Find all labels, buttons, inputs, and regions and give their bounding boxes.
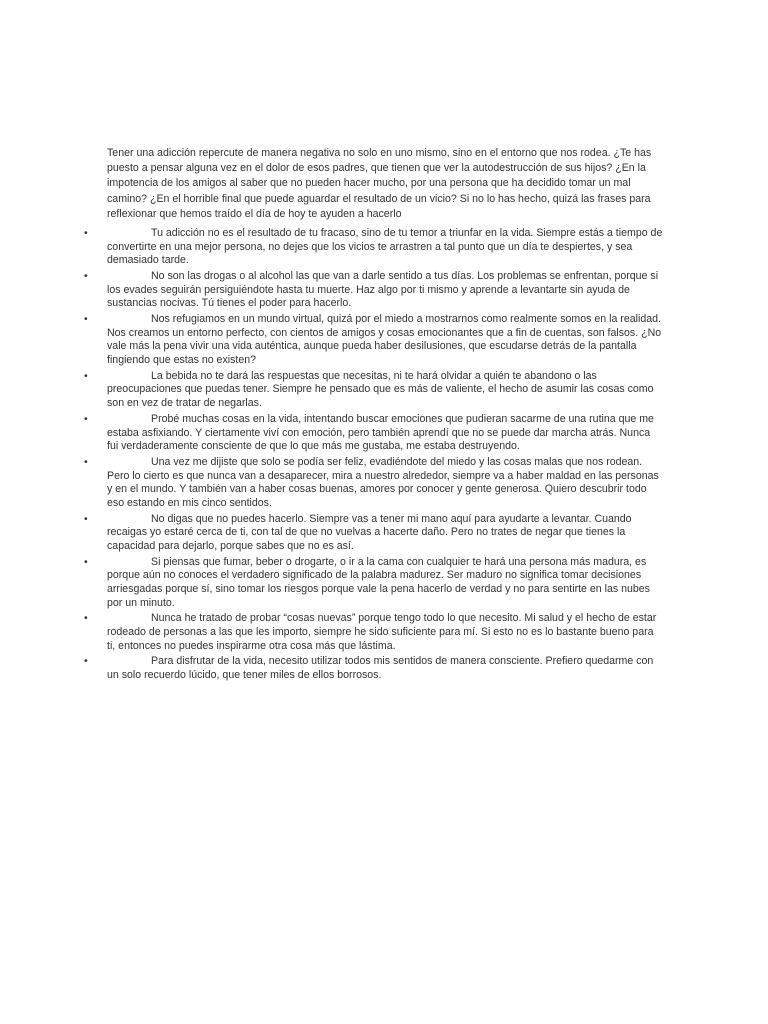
list-item	[0, 313, 768, 367]
list-item	[0, 227, 768, 268]
quote-text: La bebida no te dará las respuestas que necesitas, ni te hará olvidar a quién te abandono o las preocupaciones que puedas tener. Siempre he pensado que es más de valiente, el hecho de asumir las cosas como son en vez de tratar de negarlas.	[107, 369, 654, 410]
list-item	[0, 655, 768, 682]
quote-text: Para disfrutar de la vida, necesito utilizar todos mis sentidos de manera consciente. Prefiero quedarme con un solo recuerdo lúcido, que tener miles de ellos borrosos.	[107, 655, 654, 682]
bullet-icon: •	[84, 412, 88, 425]
quote-text: Tu adicción no es el resultado de tu fracaso, sino de tu temor a triunfar en la vida. Siempre estás a tiempo de convertirte en una mejor persona, no dejes que los vicios te arrastren a tal punto que un día te despiertes, y sea demasiado tarde.	[107, 227, 663, 267]
list-item	[0, 270, 768, 311]
quote-text: Nunca he tratado de probar “cosas nuevas” porque tengo todo lo que necesito. Mi salud y el hecho de estar rodeado de personas a las que les importo, siempre he sido suficiente para mí. Si esto no es lo bastante bueno para ti, entonces no puedes inspirarme otra cosa más que lástima.	[107, 612, 657, 652]
bullet-icon: •	[84, 612, 88, 625]
quote-text: Si piensas que fumar, beber o drogarte, o ir a la cama con cualquier te hará una persona más madura, es porque aún no conoces el verdadero significado de la palabra madurez. Ser maduro no significa tomar decisiones arriesgadas porque sí, sino tomar los riesgos porque vale la pena hacerlo de verdad y no para sentirte en las nubes por un minuto.	[107, 555, 650, 609]
quote-text: No son las drogas o al alcohol las que van a darle sentido a tus días. Los problemas se enfrentan, porque si los evades seguirán persiguiéndote hasta tu muerte. Haz algo por ti mismo y aprende a levantarte sin ayuda de sustancias nocivas. Tú tienes el poder para hacerlo.	[107, 270, 659, 310]
bullet-icon: •	[84, 313, 88, 326]
bullet-icon: •	[84, 270, 88, 283]
list-item	[0, 413, 768, 454]
quote-text: Una vez me dijiste que solo se podía ser feliz, evadiéndote del miedo y las cosas malas que nos rodean. Pero lo cierto es que nunca van a desaparecer, mira a nuestro alrededor, siempre va a haber maldad en las personas y en el mundo. Y también van a haber cosas buenas, amores por conocer y gente generosa. Quiero descubrir todo eso estando en mis cinco sentidos.	[107, 455, 659, 509]
quote-list	[0, 227, 768, 685]
bullet-icon: •	[84, 369, 88, 382]
list-item	[0, 370, 768, 411]
list-item	[0, 556, 768, 610]
list-item	[0, 456, 768, 510]
bullet-icon: •	[84, 655, 88, 668]
bullet-icon: •	[84, 555, 88, 568]
list-item	[0, 612, 768, 653]
bullet-icon: •	[84, 455, 88, 468]
quote-text: No digas que no puedes hacerlo. Siempre vas a tener mi mano aquí para ayudarte a levantar. Cuando recaigas yo estaré cerca de ti, con tal de que no vuelvas a hacerte daño. Pero no trates de negar que tienes la capacidad para dejarlo, porque sabes que no es así.	[107, 512, 632, 552]
quote-text: Nos refugiamos en un mundo virtual, quizá por el miedo a mostrarnos como realmente somos en la realidad. Nos creamos un entorno perfecto, con cientos de amigos y cosas emocionantes que a fin de cuentas, son falsos. ¿No vale más la pena vivir una vida auténtica, aunque pueda haber desilusiones, que escudarse detrás de la pantalla fingiendo que estas no existen?	[107, 313, 662, 366]
list-item	[0, 513, 768, 554]
quote-text: Probé muchas cosas en la vida, intentando buscar emociones que pudieran sacarme de una rutina que me estaba asfixiando. Y ciertamente viví con emoción, pero también aprendí que no se puede dar marcha atrás. Nunca fui verdaderamente consciente de que lo que más me gustaba, me estaba destruyendo.	[107, 412, 654, 453]
bullet-icon: •	[84, 227, 88, 239]
intro-paragraph: Tener una adicción repercute de manera negativa no solo en uno mismo, sino en el entorno que nos rodea. ¿Te has puesto a pensar alguna vez en el dolor de esos padres, que tienen que ver la autodestrucción de sus hijos? ¿En la impotencia de los amigos al saber que no pueden hacer mucho, por una persona que ha decidido tomar un mal camino? ¿En el horrible final que puede aguardar el resultado de un vicio? Si no lo has hecho, quizá las frases para reflexionar que hemos traído el día de hoy te ayuden a hacerlo	[107, 147, 652, 220]
bullet-icon: •	[84, 512, 88, 525]
